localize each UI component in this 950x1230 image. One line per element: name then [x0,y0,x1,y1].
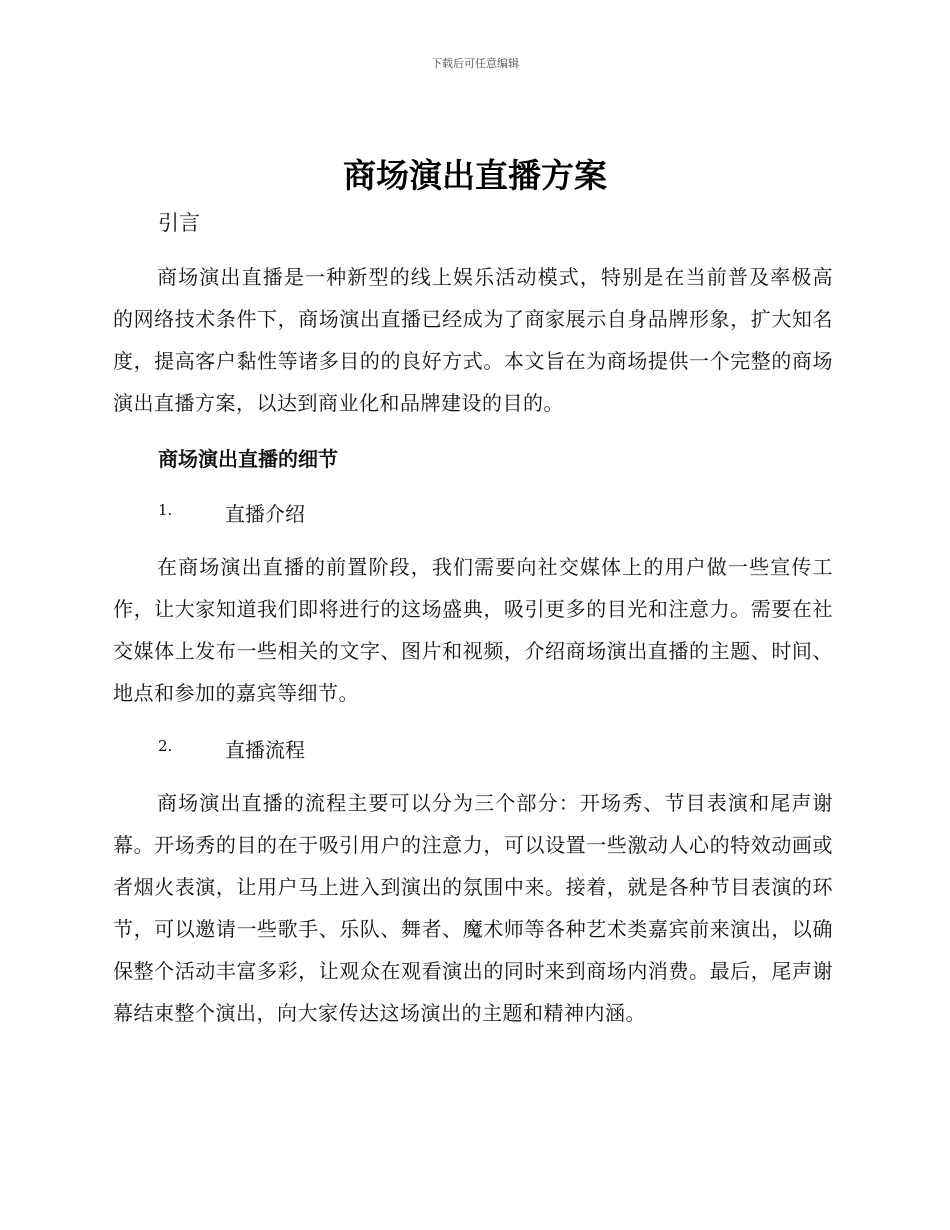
list-number: 2. [158,737,173,755]
list-number: 1. [158,501,173,519]
details-heading: 商场演出直播的细节 [158,447,338,471]
intro-heading: 引言 [158,211,200,235]
document-title: 商场演出直播方案 [343,156,607,195]
list-label: 直播介绍 [225,502,305,526]
list-label: 直播流程 [225,738,305,762]
live-process-paragraph: 商场演出直播的流程主要可以分为三个部分：开场秀、节目表演和尾声谢幕。开场秀的目的在于吸引用户的注意力，可以设置一些激动人心的特效动画或者烟火表演，让用户马上进入到演出的氛围中来。接着，就是各种节目表演的环节，可以邀请一些歌手、乐队、舞者、魔术师等各种艺术类嘉宾前来演出，以确保整个活动丰富多彩，让观众在观看演出的同时来到商场内消费。最后，尾声谢幕结束整个演出，向大家传达这场演出的主题和精神内涵。 [113,791,833,1025]
live-intro-paragraph: 在商场演出直播的前置阶段，我们需要向社交媒体上的用户做一些宣传工作，让大家知道我们即将进行的这场盛典，吸引更多的目光和注意力。需要在社交媒体上发布一些相关的文字、图片和视频，介绍商场演出直播的主题、时间、地点和参加的嘉宾等细节。 [113,555,833,705]
intro-paragraph: 商场演出直播是一种新型的线上娱乐活动模式，特别是在当前普及率极高的网络技术条件下，商场演出直播已经成为了商家展示自身品牌形象，扩大知名度，提高客户黏性等诸多目的的良好方式。本文旨在为商场提供一个完整的商场演出直播方案，以达到商业化和品牌建设的目的。 [113,265,833,415]
header-note: 下载后可任意编辑 [431,57,519,70]
